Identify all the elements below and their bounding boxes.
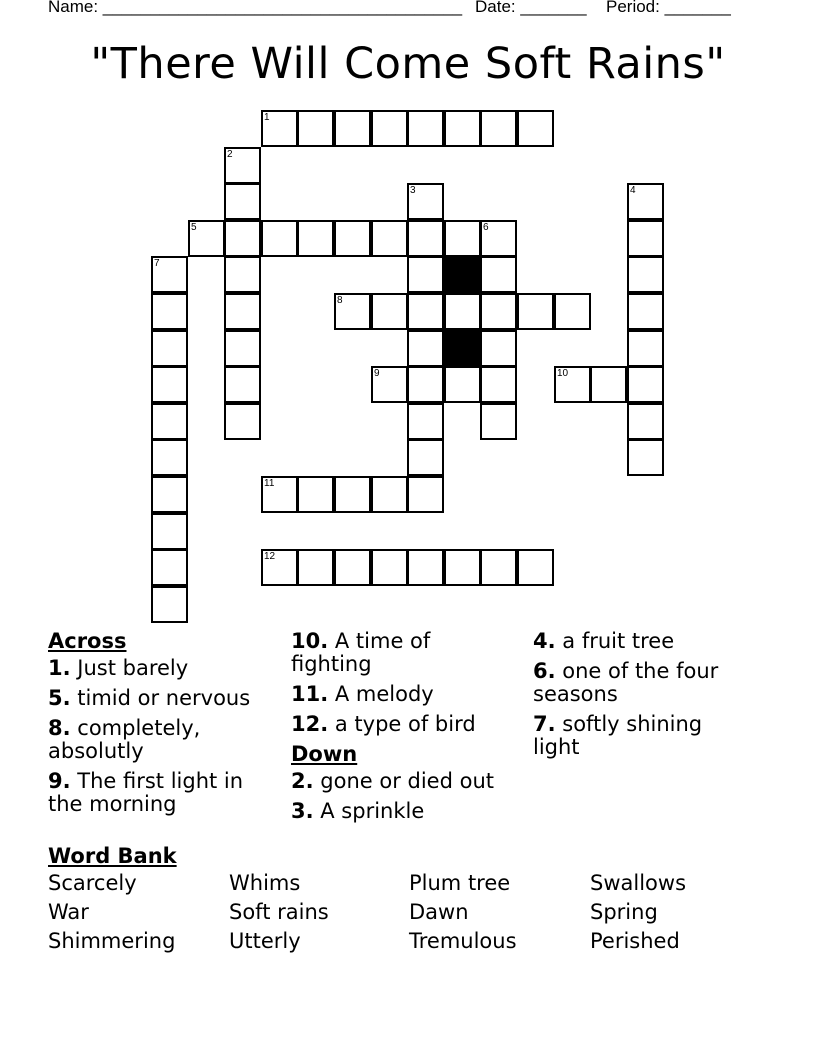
- clue-across-12: 12. a type of bird: [291, 712, 476, 736]
- crossword-cell[interactable]: [224, 293, 261, 330]
- crossword-cell[interactable]: [590, 366, 627, 403]
- word-bank-item: Scarcely: [48, 871, 137, 895]
- crossword-cell[interactable]: [407, 256, 444, 293]
- crossword-cell[interactable]: [151, 293, 188, 330]
- clue-across-9: 9. The first light in the morning: [48, 769, 244, 816]
- crossword-cell[interactable]: [371, 220, 408, 257]
- crossword-cell[interactable]: [151, 366, 188, 403]
- crossword-cell[interactable]: [261, 549, 298, 586]
- crossword-cell[interactable]: [261, 110, 298, 147]
- word-bank-item: Dawn: [409, 900, 469, 924]
- crossword-cell[interactable]: [151, 439, 188, 476]
- word-bank-item: Soft rains: [229, 900, 329, 924]
- crossword-cell[interactable]: [151, 330, 188, 367]
- crossword-cell[interactable]: [371, 476, 408, 513]
- crossword-cell[interactable]: [407, 110, 444, 147]
- crossword-cell[interactable]: [517, 293, 554, 330]
- down-heading: Down: [291, 742, 358, 766]
- crossword-cell[interactable]: [188, 220, 225, 257]
- clue-across-5: 5. timid or nervous: [48, 686, 251, 710]
- crossword-cell[interactable]: [627, 293, 664, 330]
- word-bank-item: Swallows: [590, 871, 687, 895]
- clue-number: 10: [557, 368, 569, 379]
- crossword-cell[interactable]: [407, 476, 444, 513]
- crossword-cell[interactable]: [151, 403, 188, 440]
- crossword-cell[interactable]: [334, 110, 371, 147]
- crossword-cell[interactable]: [517, 549, 554, 586]
- crossword-cell[interactable]: [444, 293, 481, 330]
- crossword-cell[interactable]: [297, 220, 334, 257]
- crossword-cell[interactable]: [371, 366, 408, 403]
- word-bank: [48, 845, 768, 953]
- clues-column-1: [48, 630, 288, 823]
- crossword-cell[interactable]: [224, 147, 261, 184]
- clue-number: 12: [264, 551, 276, 562]
- clue-down-7: 7. softly shining light: [533, 712, 703, 759]
- clue-number: 6: [483, 222, 489, 233]
- crossword-cell[interactable]: [407, 293, 444, 330]
- crossword-cell[interactable]: [297, 110, 334, 147]
- date-field[interactable]: Date: _______: [475, 0, 587, 16]
- crossword-cell[interactable]: [334, 549, 371, 586]
- crossword-cell[interactable]: [444, 549, 481, 586]
- clue-across-11: 11. A melody: [291, 682, 434, 706]
- crossword-cell[interactable]: [627, 366, 664, 403]
- crossword-cell[interactable]: [297, 476, 334, 513]
- clue-down-4: 4. a fruit tree: [533, 629, 675, 653]
- crossword-cell[interactable]: [151, 586, 188, 623]
- crossword-cell[interactable]: [334, 220, 371, 257]
- crossword-cell[interactable]: [480, 366, 517, 403]
- crossword-cell[interactable]: [554, 366, 591, 403]
- word-bank-item: Utterly: [229, 929, 301, 953]
- clue-number: 1: [264, 112, 270, 123]
- crossword-cell[interactable]: [261, 476, 298, 513]
- word-bank-item: Perished: [590, 929, 680, 953]
- clue-down-3: 3. A sprinkle: [291, 799, 425, 823]
- clue-number: 8: [337, 295, 343, 306]
- crossword-cell[interactable]: [517, 110, 554, 147]
- crossword-cell[interactable]: [151, 476, 188, 513]
- period-field[interactable]: Period: _______: [606, 0, 731, 16]
- across-heading: Across: [48, 629, 127, 653]
- clue-number: 3: [410, 185, 416, 196]
- crossword-cell[interactable]: [444, 110, 481, 147]
- crossword-cell[interactable]: [371, 549, 408, 586]
- crossword-cell[interactable]: [407, 330, 444, 367]
- crossword-cell[interactable]: [480, 110, 517, 147]
- clue-number: 5: [191, 222, 197, 233]
- crossword-black-cell: [444, 330, 481, 367]
- crossword-cell[interactable]: [151, 513, 188, 550]
- crossword-cell[interactable]: [224, 220, 261, 257]
- clue-number: 11: [264, 478, 275, 489]
- name-field[interactable]: Name: ______________________________________: [48, 0, 463, 16]
- word-bank-heading: Word Bank: [48, 844, 177, 868]
- clue-down-6: 6. one of the four seasons: [533, 659, 719, 706]
- clue-number: 2: [227, 149, 233, 160]
- clue-across-8: 8. completely, absolutly: [48, 716, 201, 763]
- crossword-cell[interactable]: [334, 293, 371, 330]
- crossword-cell[interactable]: [224, 256, 261, 293]
- word-bank-item: Tremulous: [409, 929, 517, 953]
- clue-number: 4: [630, 185, 636, 196]
- clue-across-1: 1. Just barely: [48, 656, 189, 680]
- clue-number: 9: [374, 368, 380, 379]
- crossword-cell[interactable]: [297, 549, 334, 586]
- crossword-cell[interactable]: [407, 403, 444, 440]
- crossword-cell[interactable]: [444, 366, 481, 403]
- crossword-cell[interactable]: [334, 476, 371, 513]
- crossword-cell[interactable]: [480, 403, 517, 440]
- crossword-cell[interactable]: [627, 439, 664, 476]
- crossword-cell[interactable]: [627, 256, 664, 293]
- clue-number: 7: [154, 258, 160, 269]
- crossword-cell[interactable]: [480, 256, 517, 293]
- crossword-cell[interactable]: [407, 549, 444, 586]
- crossword-cell[interactable]: [261, 220, 298, 257]
- crossword-cell[interactable]: [407, 366, 444, 403]
- crossword-cell[interactable]: [627, 183, 664, 220]
- crossword-black-cell: [444, 256, 481, 293]
- crossword-cell[interactable]: [407, 183, 444, 220]
- word-bank-item: War: [48, 900, 89, 924]
- word-bank-list: [48, 872, 768, 953]
- word-bank-item: Whims: [229, 871, 301, 895]
- crossword-cell[interactable]: [407, 220, 444, 257]
- crossword-cell[interactable]: [480, 220, 517, 257]
- crossword-cell[interactable]: [224, 330, 261, 367]
- crossword-cell[interactable]: [151, 549, 188, 586]
- crossword-cell[interactable]: [151, 256, 188, 293]
- crossword-cell[interactable]: [371, 293, 408, 330]
- crossword-cell[interactable]: [480, 293, 517, 330]
- crossword-cell[interactable]: [224, 403, 261, 440]
- word-bank-item: Plum tree: [409, 871, 511, 895]
- crossword-cell[interactable]: [627, 403, 664, 440]
- crossword-cell[interactable]: [480, 549, 517, 586]
- clues-column-2: [291, 630, 531, 830]
- crossword-cell[interactable]: [444, 220, 481, 257]
- word-bank-item: Shimmering: [48, 929, 176, 953]
- clue-across-10: 10. A time of fighting: [291, 629, 431, 676]
- page-title: "There Will Come Soft Rains": [90, 39, 726, 89]
- crossword-cell[interactable]: [371, 110, 408, 147]
- crossword-cell[interactable]: [554, 293, 591, 330]
- clue-down-2: 2. gone or died out: [291, 769, 494, 793]
- crossword-cell[interactable]: [627, 220, 664, 257]
- crossword-cell[interactable]: [407, 439, 444, 476]
- crossword-cell[interactable]: [224, 366, 261, 403]
- crossword-cell[interactable]: [627, 330, 664, 367]
- word-bank-item: Spring: [590, 900, 658, 924]
- clues-column-3: [533, 630, 773, 766]
- crossword-cell[interactable]: [224, 183, 261, 220]
- crossword-cell[interactable]: [480, 330, 517, 367]
